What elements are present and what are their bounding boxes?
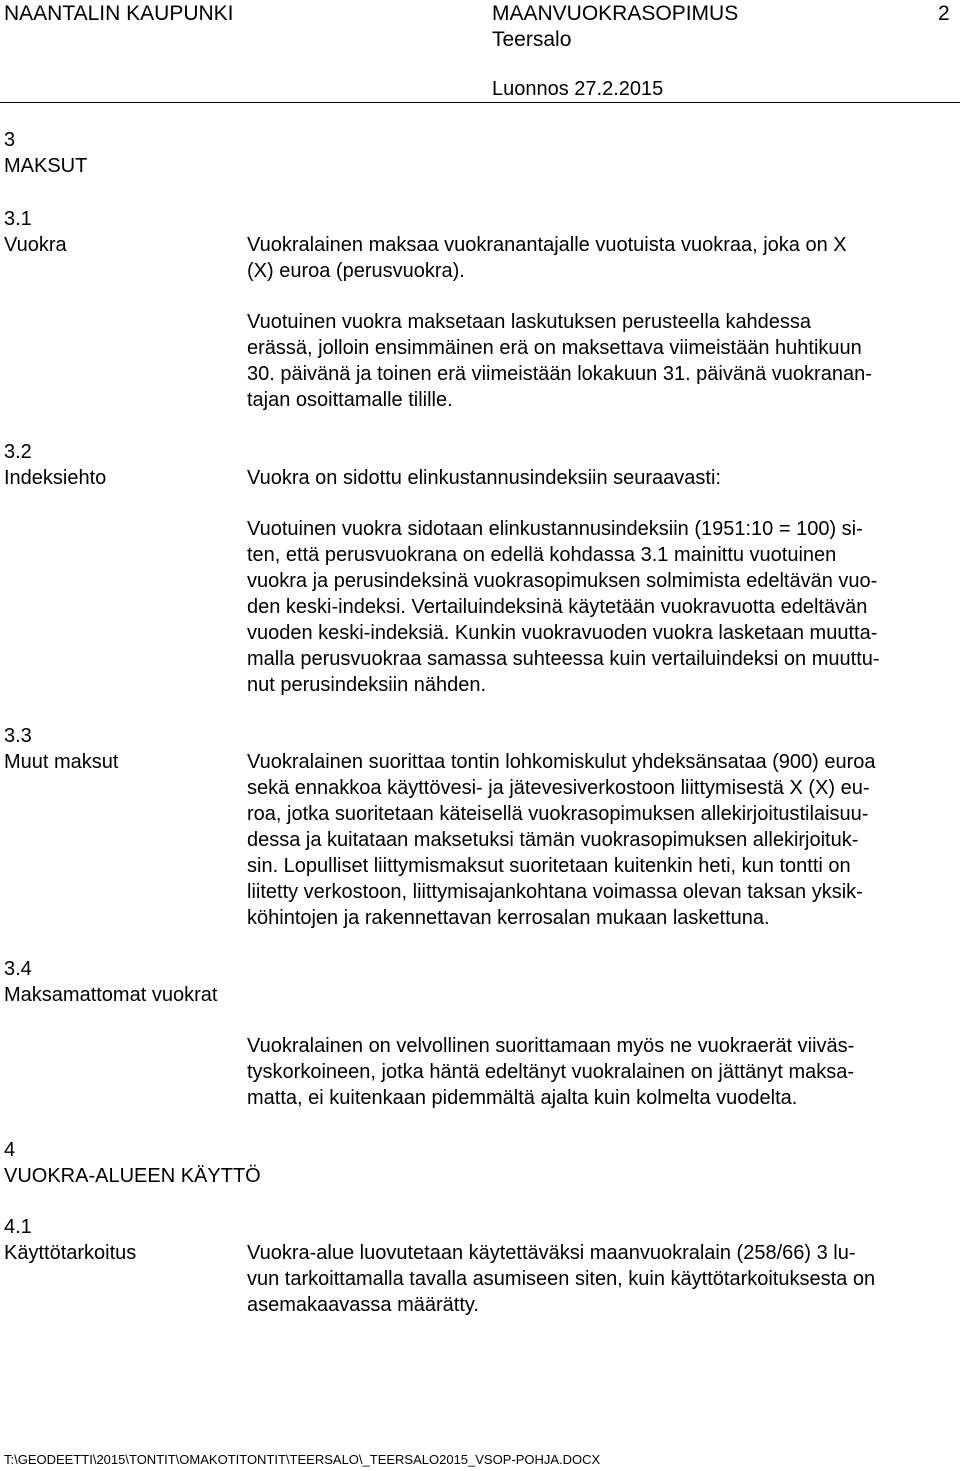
section-title: Muut maksut	[4, 751, 119, 773]
header-divider	[0, 102, 960, 103]
text-line: Vuokralainen suorittaa tontin lohkomiskulut yhdeksänsataa (900) euroa	[247, 751, 876, 773]
section-number: 3.2	[4, 441, 32, 463]
text-line: vuoden keski-indeksiä. Kunkin vuokravuoden vuokra lasketaan muutta-	[247, 622, 878, 644]
text-line: Vuokra on sidottu elinkustannusindeksiin seuraavasti:	[247, 467, 721, 489]
paragraph-3-3	[247, 749, 937, 931]
section-number: 3.1	[4, 208, 32, 230]
paragraph-3-2-b	[247, 516, 937, 698]
section-title: Vuokra	[4, 234, 67, 256]
section-heading-3-4	[4, 956, 217, 1008]
paragraph-3-2-a	[247, 465, 937, 491]
text-line: nut perusindeksiin nähden.	[247, 674, 487, 696]
text-line: Vuokra-alue luovutetaan käytettäväksi maanvuokralain (258/66) 3 lu-	[247, 1242, 856, 1264]
text-line: (X) euroa (perusvuokra).	[247, 260, 465, 282]
text-line: roa, jotka suoritetaan käteisellä vuokrasopimuksen allekirjoitustilaisuu-	[247, 803, 869, 825]
text-line: ten, että perusvuokrana on edellä kohdassa 3.1 mainittu vuotuinen	[247, 544, 837, 566]
text-line: malla perusvuokraa samassa suhteessa kuin vertailuindeksi on muuttu-	[247, 648, 880, 670]
text-line: sin. Lopulliset liittymismaksut suoritetaan kuitenkin heti, kun tontti on	[247, 855, 851, 877]
paragraph-3-1-b	[247, 309, 937, 413]
text-line: Vuokralainen maksaa vuokranantajalle vuotuista vuokraa, joka on X	[247, 234, 847, 256]
text-line: asemakaavassa määrätty.	[247, 1294, 479, 1316]
document-title: MAANVUOKRASOPIMUS	[492, 2, 739, 25]
section-number: 4	[4, 1139, 16, 1161]
text-line: sekä ennakkoa käyttövesi- ja jätevesiverkostoon liittymisestä X (X) eu-	[247, 777, 870, 799]
section-heading-3-1	[4, 206, 67, 258]
section-title: Maksamattomat vuokrat	[4, 984, 218, 1006]
section-number: 3.4	[4, 958, 32, 980]
text-line: tajan osoittamalle tilille.	[247, 389, 453, 411]
section-title: VUOKRA-ALUEEN KÄYTTÖ	[4, 1165, 261, 1187]
paragraph-4-1	[247, 1240, 937, 1318]
document-subtitle: Teersalo	[492, 28, 572, 51]
file-path-footer: T:\GEODEETTI\2015\TONTIT\OMAKOTITONTIT\TEERSALO\_TEERSALO2015_VSOP-POHJA.DOCX	[4, 1452, 601, 1467]
text-line: liitetty verkostoon, liittymisajankohtana voimassa olevan taksan yksik-	[247, 881, 863, 903]
section-heading-3-2	[4, 439, 106, 491]
text-line: Vuotuinen vuokra sidotaan elinkustannusindeksiin (1951:10 = 100) si-	[247, 518, 863, 540]
draft-date: Luonnos 27.2.2015	[492, 78, 664, 100]
text-line: dessa ja kuitataan maksetuksi tämän vuokrasopimuksen allekirjoituk-	[247, 829, 859, 851]
section-heading-4-1	[4, 1214, 136, 1266]
text-line: Vuotuinen vuokra maksetaan laskutuksen perusteella kahdessa	[247, 311, 812, 333]
section-number: 3	[4, 129, 16, 151]
text-line: erässä, jolloin ensimmäinen erä on maksettava viimeistään huhtikuun	[247, 337, 862, 359]
section-heading-4	[4, 1137, 261, 1189]
section-title: Käyttötarkoitus	[4, 1242, 137, 1264]
section-title: MAKSUT	[4, 155, 88, 177]
section-heading-3-3	[4, 723, 118, 775]
text-line: vun tarkoittamalla tavalla asumiseen siten, kuin käyttötarkoituksesta on	[247, 1268, 876, 1290]
text-line: köhintojen ja rakennettavan kerrosalan mukaan laskettuna.	[247, 907, 770, 929]
paragraph-3-4	[247, 1033, 937, 1111]
section-number: 4.1	[4, 1216, 32, 1238]
text-line: matta, ei kuitenkaan pidemmältä ajalta kuin kolmelta vuodelta.	[247, 1087, 798, 1109]
paragraph-3-1-a	[247, 232, 937, 284]
section-heading-3	[4, 127, 87, 179]
section-number: 3.3	[4, 725, 32, 747]
text-line: den keski-indeksi. Vertailuindeksinä käytetään vuokravuotta edeltävän	[247, 596, 868, 618]
text-line: 30. päivänä ja toinen erä viimeistään lokakuun 31. päivänä vuokranan-	[247, 363, 872, 385]
organization-name: NAANTALIN KAUPUNKI	[4, 2, 234, 25]
text-line: Vuokralainen on velvollinen suorittamaan myös ne vuokraerät viiväs-	[247, 1035, 855, 1057]
page-number: 2	[938, 2, 950, 25]
text-line: tyskorkoineen, jotka häntä edeltänyt vuokralainen on jättänyt maksa-	[247, 1061, 855, 1083]
section-title: Indeksiehto	[4, 467, 107, 489]
text-line: vuokra ja perusindeksinä vuokrasopimuksen solmimista edeltävän vuo-	[247, 570, 878, 592]
